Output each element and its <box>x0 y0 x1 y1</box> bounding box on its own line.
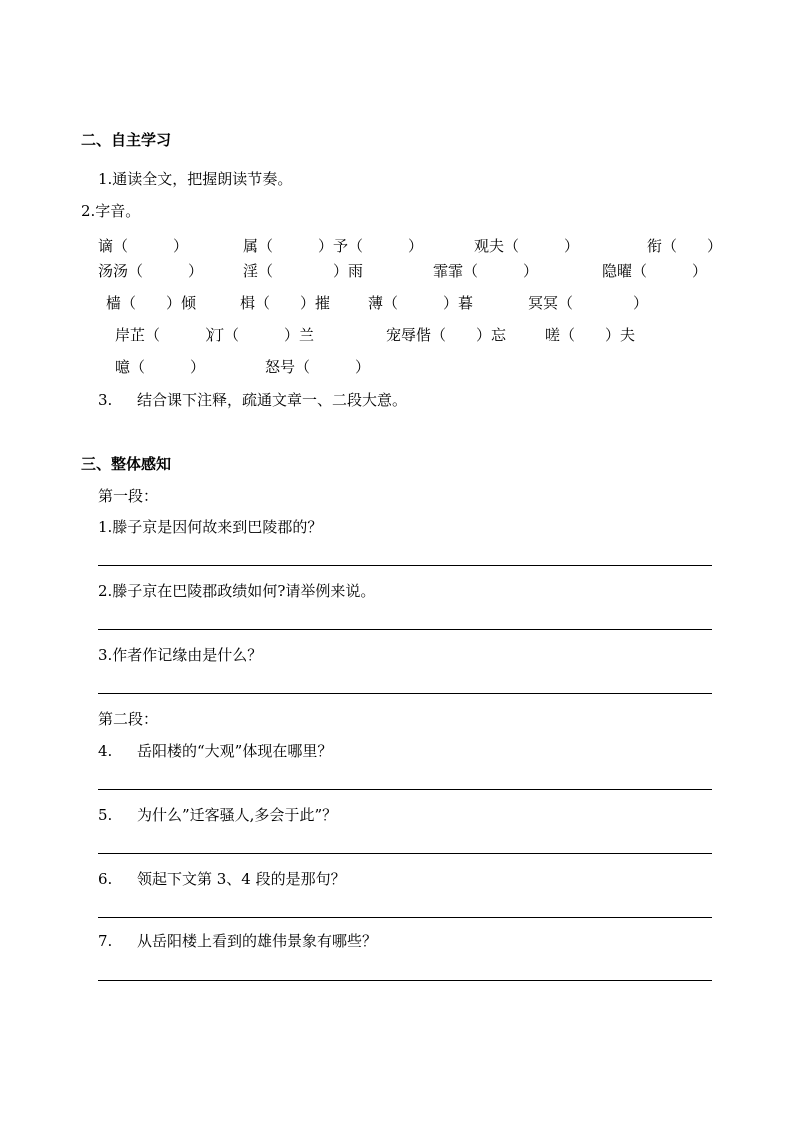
pinyin-blank: 樯（ ）倾 <box>106 294 197 312</box>
item-number: 3. <box>98 391 113 409</box>
pinyin-blank: 汤汤（ ） <box>98 262 204 280</box>
question-7: 从岳阳楼上看到的雄伟景象有哪些？ <box>137 932 378 950</box>
question-1: 1.滕子京是因何故来到巴陵郡的？ <box>98 518 323 536</box>
question-4: 岳阳楼的“大观”体现在哪里？ <box>137 742 333 760</box>
item-pronunciation: 2.字音。 <box>81 202 141 220</box>
pinyin-blank: 岸芷（ ） <box>115 326 221 344</box>
question-number: 7. <box>98 932 113 950</box>
question-3: 3.作者作记缘由是什么？ <box>98 646 263 664</box>
pinyin-blank: 冥冥（ ） <box>528 294 649 312</box>
question-5: 为什么”迁客骚人,多会于此”？ <box>137 806 338 824</box>
pinyin-blank: 属（ ）予（ ） <box>243 237 424 255</box>
answer-line-2[interactable] <box>98 629 712 630</box>
item-annotate-text: 结合课下注释，疏通文章一、二段大意。 <box>137 391 408 409</box>
pinyin-blank: 嗟（ ）夫 <box>545 326 636 344</box>
item-read-text: 1.通读全文，把握朗读节奏。 <box>98 170 293 188</box>
section-heading-self-study: 二、自主学习 <box>81 131 172 149</box>
pinyin-blank: 宠辱偕（ ）忘 <box>386 326 507 344</box>
section-heading-overview: 三、整体感知 <box>81 455 172 473</box>
question-6: 领起下文第 3、4 段的是那句？ <box>137 870 346 888</box>
question-number: 6. <box>98 870 113 888</box>
pinyin-blank: 隐曜（ ） <box>602 262 708 280</box>
pinyin-blank: 淫（ ）雨 <box>243 262 364 280</box>
paragraph-label-second: 第二段： <box>98 710 159 728</box>
answer-line-7[interactable] <box>98 980 712 981</box>
pinyin-blank: 观夫（ ） <box>474 237 580 255</box>
pinyin-blank: 薄（ ）暮 <box>368 294 474 312</box>
pinyin-blank: 衔（ ） <box>647 237 723 255</box>
pinyin-blank: 汀（ ）兰 <box>209 326 315 344</box>
answer-line-5[interactable] <box>98 853 712 854</box>
pinyin-blank: 噫（ ） <box>115 358 206 376</box>
paragraph-label-first: 第一段： <box>98 487 159 505</box>
pinyin-blank: 谪（ ） <box>98 237 189 255</box>
pinyin-blank: 楫（ ）摧 <box>240 294 331 312</box>
answer-line-4[interactable] <box>98 789 712 790</box>
answer-line-1[interactable] <box>98 565 712 566</box>
pinyin-blank: 霏霏（ ） <box>433 262 539 280</box>
question-number: 5. <box>98 806 113 824</box>
question-number: 4. <box>98 742 113 760</box>
question-2: 2.滕子京在巴陵郡政绩如何?请举例来说。 <box>98 582 376 600</box>
answer-line-3[interactable] <box>98 693 712 694</box>
answer-line-6[interactable] <box>98 917 712 918</box>
pinyin-blank: 怒号（ ） <box>265 358 371 376</box>
